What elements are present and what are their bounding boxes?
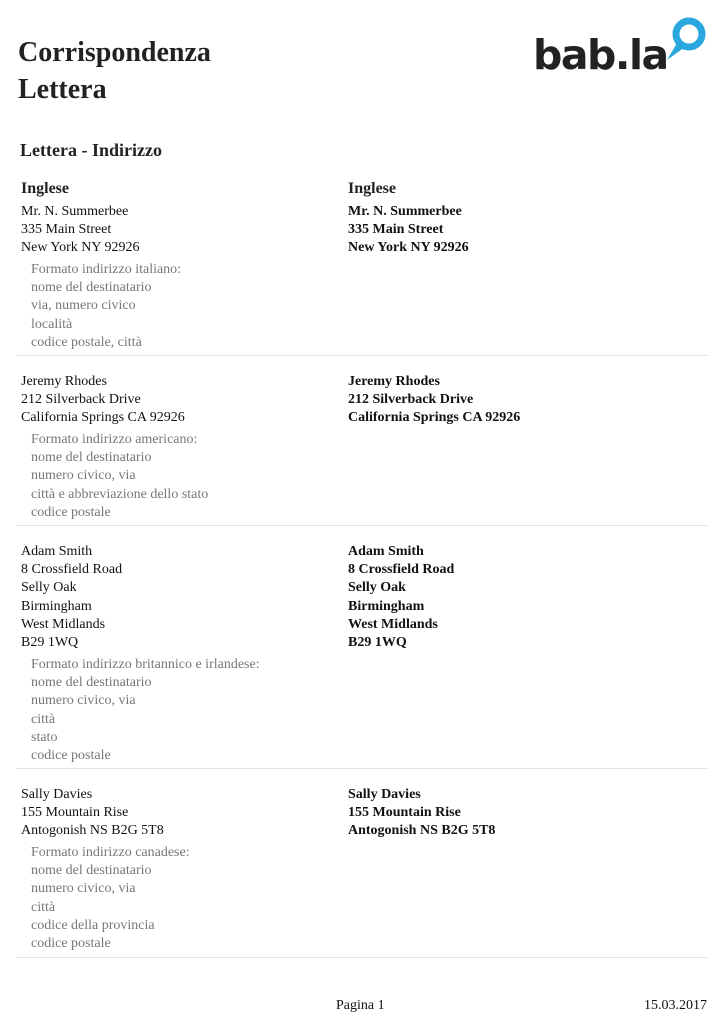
note-line: codice postale, città <box>31 334 142 350</box>
note-line: codice postale <box>31 936 111 952</box>
format-notes <box>31 844 190 953</box>
address-line: 8 Crossfield Road <box>348 562 455 578</box>
address-line: Jeremy Rhodes <box>348 374 440 389</box>
address-line: B29 1WQ <box>348 635 407 651</box>
address-line: 8 Crossfield Road <box>21 562 123 578</box>
address-line: Adam Smith <box>348 544 424 559</box>
address-line: New York NY 92926 <box>348 240 469 256</box>
format-notes <box>31 656 260 765</box>
note-line: numero civico, via <box>31 693 136 709</box>
note-line: Formato indirizzo britannico e irlandese: <box>31 657 260 672</box>
note-line: nome del destinatario <box>31 450 152 466</box>
address-entry <box>16 786 708 958</box>
address-line: California Springs CA 92926 <box>348 410 521 426</box>
address-line: West Midlands <box>21 616 106 632</box>
note-line: via, numero civico <box>31 298 136 314</box>
page-title-line1: Corrispondenza <box>18 37 211 68</box>
column-header-right: Inglese <box>348 180 396 197</box>
note-line: città e abbreviazione dello stato <box>31 486 209 502</box>
address-line: West Midlands <box>348 616 438 632</box>
address-line: Birmingham <box>21 598 92 614</box>
address-line: Antogonish NS B2G 5T8 <box>21 823 164 839</box>
note-line: Formato indirizzo americano: <box>31 432 198 447</box>
address-line: 212 Silverback Drive <box>348 392 474 408</box>
note-line: Formato indirizzo canadese: <box>31 845 190 860</box>
speech-bubble-icon <box>661 16 711 62</box>
address-line: Mr. N. Summerbee <box>348 204 462 219</box>
note-line: numero civico, via <box>31 468 136 484</box>
note-line: nome del destinatario <box>31 863 152 879</box>
address-translation <box>348 543 454 652</box>
note-line: codice postale <box>31 748 111 764</box>
format-notes <box>31 261 181 352</box>
address-line: California Springs CA 92926 <box>21 410 185 426</box>
address-line: 335 Main Street <box>21 222 112 238</box>
address-line: Mr. N. Summerbee <box>21 204 129 219</box>
address-translation <box>348 203 469 258</box>
address-line: Sally Davies <box>348 787 421 802</box>
section-title: Lettera - Indirizzo <box>20 140 162 160</box>
page-title <box>18 34 211 108</box>
page-number: Pagina 1 <box>336 998 385 1013</box>
address-line: Selly Oak <box>348 580 406 596</box>
column-header-left: Inglese <box>21 180 69 197</box>
address-line: Jeremy Rhodes <box>21 374 107 389</box>
address-source <box>21 373 185 428</box>
address-entry <box>16 373 708 526</box>
address-translation <box>348 373 520 428</box>
page-title-line2: Lettera <box>18 74 107 105</box>
address-entry <box>16 543 708 769</box>
note-line: città <box>31 899 56 915</box>
address-line: Adam Smith <box>21 544 93 559</box>
note-line: città <box>31 711 56 727</box>
note-line: numero civico, via <box>31 881 136 897</box>
row-divider <box>16 355 708 356</box>
document-date: 15.03.2017 <box>644 998 707 1013</box>
note-line: codice postale <box>31 504 111 520</box>
address-line: Selly Oak <box>21 580 77 596</box>
address-translation <box>348 786 495 841</box>
note-line: Formato indirizzo italiano: <box>31 262 182 277</box>
address-source <box>21 786 164 841</box>
address-source <box>21 203 140 258</box>
address-line: Sally Davies <box>21 787 93 802</box>
address-line: Antogonish NS B2G 5T8 <box>348 823 496 839</box>
note-line: stato <box>31 729 58 745</box>
babla-logo <box>533 16 713 82</box>
row-divider <box>16 768 708 769</box>
address-line: 335 Main Street <box>348 222 444 238</box>
address-entry <box>16 203 708 356</box>
address-line: Birmingham <box>348 598 425 614</box>
note-line: nome del destinatario <box>31 675 152 691</box>
logo-text: bab.la <box>533 31 668 79</box>
row-divider <box>16 957 708 958</box>
address-line: 155 Mountain Rise <box>348 805 461 821</box>
row-divider <box>16 525 708 526</box>
note-line: codice della provincia <box>31 917 155 933</box>
format-notes <box>31 431 208 522</box>
note-line: località <box>31 316 73 332</box>
address-source <box>21 543 122 652</box>
note-line: nome del destinatario <box>31 280 152 296</box>
address-line: B29 1WQ <box>21 635 79 651</box>
address-line: 212 Silverback Drive <box>21 392 141 408</box>
address-line: 155 Mountain Rise <box>21 805 129 821</box>
address-line: New York NY 92926 <box>21 240 140 256</box>
